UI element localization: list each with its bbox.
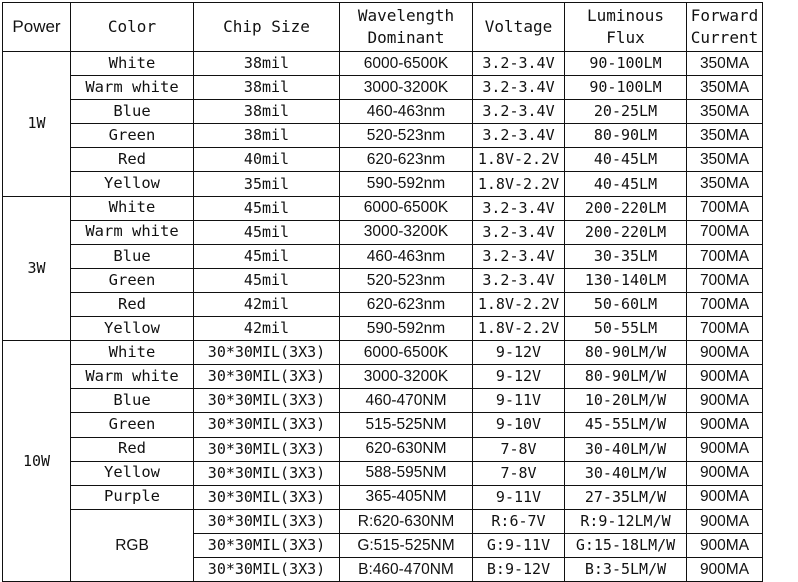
wavelength-cell: 460-470NM: [340, 389, 473, 413]
forward-current-cell: 350MA: [687, 100, 763, 124]
voltage-cell: 3.2-3.4V: [473, 268, 565, 292]
forward-current-cell: 900MA: [687, 341, 763, 365]
forward-current-cell: 700MA: [687, 220, 763, 244]
header-luminous-flux: Luminous Flux: [565, 3, 687, 52]
wavelength-cell: 620-623nm: [340, 292, 473, 316]
table-row: [3, 365, 763, 389]
luminous-flux-cell: G:15-18LM/W: [565, 533, 687, 557]
wavelength-cell: 365-405NM: [340, 485, 473, 509]
table-row: [3, 341, 763, 365]
color-cell: Red: [71, 292, 194, 316]
table-row: [3, 220, 763, 244]
chip-size-cell: 38mil: [194, 100, 340, 124]
table-row: [3, 100, 763, 124]
header-voltage: Voltage: [473, 3, 565, 52]
forward-current-cell: 350MA: [687, 172, 763, 196]
chip-size-cell: 30*30MIL(3X3): [194, 437, 340, 461]
color-cell: Green: [71, 413, 194, 437]
wavelength-cell: 460-463nm: [340, 100, 473, 124]
table-row: [3, 485, 763, 509]
header-forward-current: Forward Current: [687, 3, 763, 52]
luminous-flux-cell: 50-60LM: [565, 292, 687, 316]
chip-size-cell: 30*30MIL(3X3): [194, 533, 340, 557]
forward-current-cell: 700MA: [687, 268, 763, 292]
table-row: [3, 52, 763, 76]
luminous-flux-cell: R:9-12LM/W: [565, 509, 687, 533]
color-cell: Blue: [71, 244, 194, 268]
luminous-flux-cell: 50-55LM: [565, 317, 687, 341]
voltage-cell: 3.2-3.4V: [473, 196, 565, 220]
chip-size-cell: 30*30MIL(3X3): [194, 485, 340, 509]
forward-current-cell: 700MA: [687, 317, 763, 341]
table-row: [3, 317, 763, 341]
color-cell: RGB: [71, 509, 194, 581]
forward-current-cell: 900MA: [687, 413, 763, 437]
voltage-cell: 3.2-3.4V: [473, 244, 565, 268]
forward-current-cell: 900MA: [687, 509, 763, 533]
color-cell: Blue: [71, 100, 194, 124]
luminous-flux-cell: 80-90LM/W: [565, 341, 687, 365]
wavelength-cell: 620-623nm: [340, 148, 473, 172]
luminous-flux-cell: 130-140LM: [565, 268, 687, 292]
chip-size-cell: 35mil: [194, 172, 340, 196]
forward-current-cell: 350MA: [687, 148, 763, 172]
chip-size-cell: 42mil: [194, 292, 340, 316]
table-body: [3, 52, 763, 582]
forward-current-cell: 350MA: [687, 52, 763, 76]
chip-size-cell: 38mil: [194, 124, 340, 148]
voltage-cell: 9-11V: [473, 485, 565, 509]
chip-size-cell: 30*30MIL(3X3): [194, 341, 340, 365]
forward-current-cell: 350MA: [687, 76, 763, 100]
luminous-flux-cell: 10-20LM/W: [565, 389, 687, 413]
voltage-cell: 9-10V: [473, 413, 565, 437]
table-row: [3, 413, 763, 437]
voltage-cell: B:9-12V: [473, 557, 565, 581]
chip-size-cell: 40mil: [194, 148, 340, 172]
wavelength-cell: 588-595NM: [340, 461, 473, 485]
header-chip-size: Chip Size: [194, 3, 340, 52]
wavelength-cell: 3000-3200K: [340, 76, 473, 100]
wavelength-cell: 460-463nm: [340, 244, 473, 268]
voltage-cell: R:6-7V: [473, 509, 565, 533]
chip-size-cell: 30*30MIL(3X3): [194, 461, 340, 485]
voltage-cell: 3.2-3.4V: [473, 52, 565, 76]
luminous-flux-cell: 90-100LM: [565, 76, 687, 100]
wavelength-cell: G:515-525NM: [340, 533, 473, 557]
color-cell: Blue: [71, 389, 194, 413]
header-power: Power: [3, 3, 71, 52]
wavelength-cell: 3000-3200K: [340, 220, 473, 244]
voltage-cell: 9-12V: [473, 365, 565, 389]
chip-size-cell: 42mil: [194, 317, 340, 341]
forward-current-cell: 900MA: [687, 461, 763, 485]
luminous-flux-cell: 40-45LM: [565, 148, 687, 172]
voltage-cell: 1.8V-2.2V: [473, 172, 565, 196]
luminous-flux-cell: 30-40LM/W: [565, 437, 687, 461]
header-wavelength: Wavelength Dominant: [340, 3, 473, 52]
forward-current-cell: 900MA: [687, 557, 763, 581]
color-cell: Purple: [71, 485, 194, 509]
header-color: Color: [71, 3, 194, 52]
forward-current-cell: 700MA: [687, 292, 763, 316]
forward-current-cell: 900MA: [687, 485, 763, 509]
color-cell: Green: [71, 124, 194, 148]
table-row: [3, 437, 763, 461]
luminous-flux-cell: 27-35LM/W: [565, 485, 687, 509]
voltage-cell: 3.2-3.4V: [473, 220, 565, 244]
table-row: [3, 124, 763, 148]
color-cell: Yellow: [71, 317, 194, 341]
voltage-cell: 3.2-3.4V: [473, 76, 565, 100]
table-row: [3, 292, 763, 316]
chip-size-cell: 38mil: [194, 76, 340, 100]
forward-current-cell: 700MA: [687, 196, 763, 220]
color-cell: Yellow: [71, 172, 194, 196]
chip-size-cell: 30*30MIL(3X3): [194, 509, 340, 533]
forward-current-cell: 350MA: [687, 124, 763, 148]
voltage-cell: 7-8V: [473, 437, 565, 461]
forward-current-cell: 700MA: [687, 244, 763, 268]
luminous-flux-cell: 30-40LM/W: [565, 461, 687, 485]
forward-current-cell: 900MA: [687, 533, 763, 557]
table-row: [3, 389, 763, 413]
color-cell: Warm white: [71, 365, 194, 389]
voltage-cell: G:9-11V: [473, 533, 565, 557]
chip-size-cell: 30*30MIL(3X3): [194, 389, 340, 413]
power-cell: 10W: [3, 341, 71, 582]
forward-current-cell: 900MA: [687, 389, 763, 413]
voltage-cell: 9-11V: [473, 389, 565, 413]
color-cell: Green: [71, 268, 194, 292]
chip-size-cell: 30*30MIL(3X3): [194, 557, 340, 581]
color-cell: White: [71, 52, 194, 76]
chip-size-cell: 45mil: [194, 244, 340, 268]
luminous-flux-cell: 20-25LM: [565, 100, 687, 124]
color-cell: White: [71, 341, 194, 365]
power-cell: 3W: [3, 196, 71, 341]
voltage-cell: 1.8V-2.2V: [473, 148, 565, 172]
color-cell: Warm white: [71, 220, 194, 244]
wavelength-cell: 520-523nm: [340, 124, 473, 148]
luminous-flux-cell: 80-90LM/W: [565, 365, 687, 389]
wavelength-cell: 6000-6500K: [340, 52, 473, 76]
luminous-flux-cell: 45-55LM/W: [565, 413, 687, 437]
forward-current-cell: 900MA: [687, 365, 763, 389]
voltage-cell: 9-12V: [473, 341, 565, 365]
header-row: [3, 3, 763, 52]
luminous-flux-cell: B:3-5LM/W: [565, 557, 687, 581]
wavelength-cell: B:460-470NM: [340, 557, 473, 581]
luminous-flux-cell: 30-35LM: [565, 244, 687, 268]
wavelength-cell: 6000-6500K: [340, 196, 473, 220]
chip-size-cell: 30*30MIL(3X3): [194, 413, 340, 437]
table-row: [3, 244, 763, 268]
wavelength-cell: 520-523nm: [340, 268, 473, 292]
wavelength-cell: 620-630NM: [340, 437, 473, 461]
table-row: [3, 461, 763, 485]
table-row: [3, 509, 763, 533]
table-row: [3, 76, 763, 100]
color-cell: Yellow: [71, 461, 194, 485]
wavelength-cell: 6000-6500K: [340, 341, 473, 365]
chip-size-cell: 30*30MIL(3X3): [194, 365, 340, 389]
wavelength-cell: 515-525NM: [340, 413, 473, 437]
voltage-cell: 7-8V: [473, 461, 565, 485]
luminous-flux-cell: 200-220LM: [565, 220, 687, 244]
luminous-flux-cell: 90-100LM: [565, 52, 687, 76]
chip-size-cell: 45mil: [194, 268, 340, 292]
table-row: [3, 172, 763, 196]
color-cell: Red: [71, 148, 194, 172]
wavelength-cell: 3000-3200K: [340, 365, 473, 389]
voltage-cell: 1.8V-2.2V: [473, 292, 565, 316]
voltage-cell: 3.2-3.4V: [473, 124, 565, 148]
wavelength-cell: R:620-630NM: [340, 509, 473, 533]
voltage-cell: 1.8V-2.2V: [473, 317, 565, 341]
wavelength-cell: 590-592nm: [340, 317, 473, 341]
chip-size-cell: 38mil: [194, 52, 340, 76]
luminous-flux-cell: 80-90LM: [565, 124, 687, 148]
luminous-flux-cell: 200-220LM: [565, 196, 687, 220]
luminous-flux-cell: 40-45LM: [565, 172, 687, 196]
power-cell: 1W: [3, 52, 71, 197]
chip-size-cell: 45mil: [194, 220, 340, 244]
table-row: [3, 148, 763, 172]
voltage-cell: 3.2-3.4V: [473, 100, 565, 124]
table-row: [3, 196, 763, 220]
wavelength-cell: 590-592nm: [340, 172, 473, 196]
led-spec-table: [2, 2, 763, 582]
table-row: [3, 268, 763, 292]
chip-size-cell: 45mil: [194, 196, 340, 220]
color-cell: White: [71, 196, 194, 220]
color-cell: Red: [71, 437, 194, 461]
color-cell: Warm white: [71, 76, 194, 100]
forward-current-cell: 900MA: [687, 437, 763, 461]
